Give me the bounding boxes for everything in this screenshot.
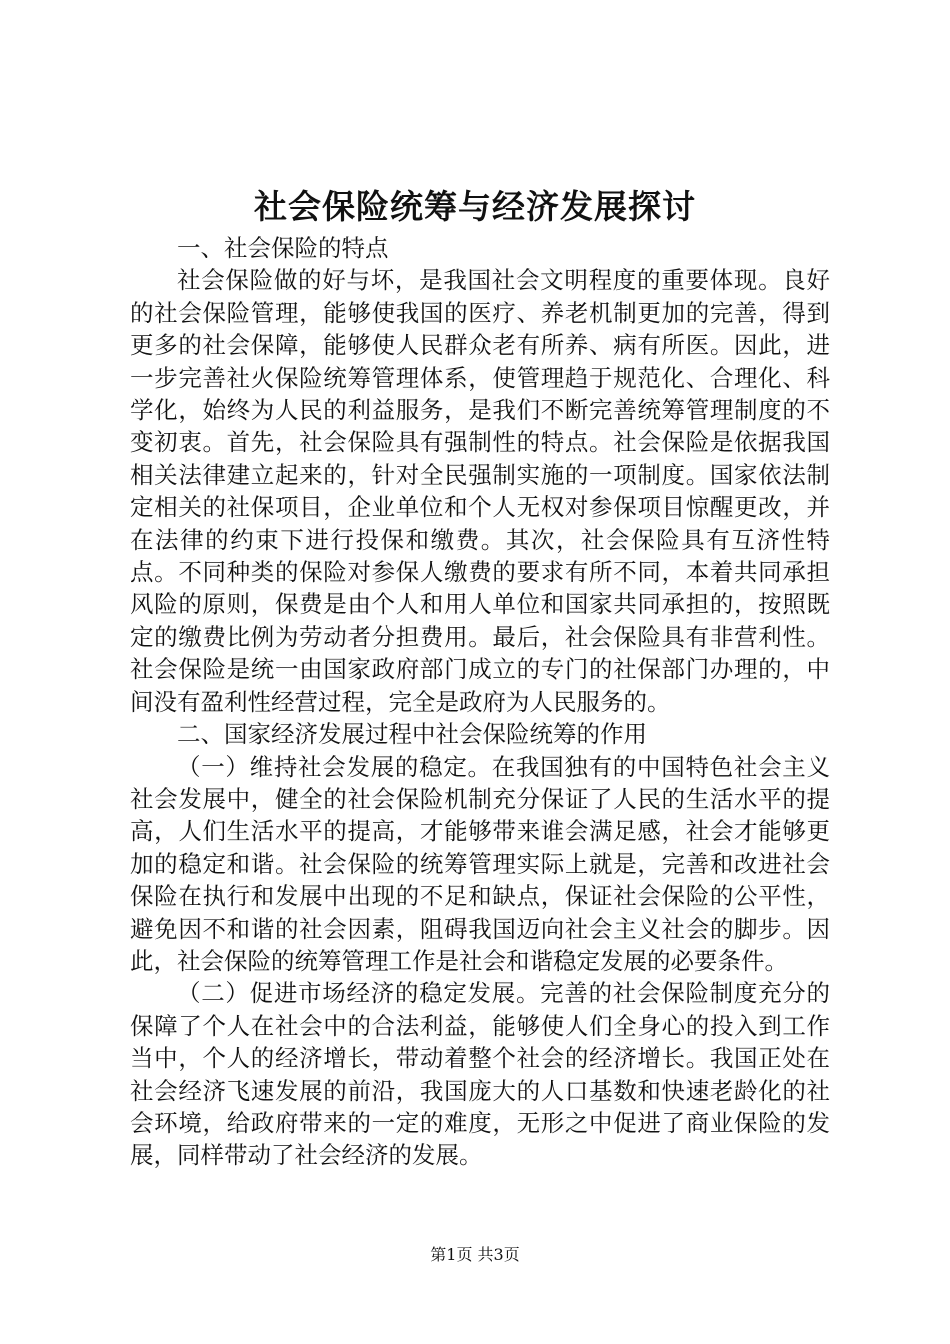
section-heading-2: 二、国家经济发展过程中社会保险统筹的作用 [177, 720, 647, 749]
section-2-paragraph-2: （二）促进市场经济的稳定发展。完善的社会保险制度充分的保障了个人在社会中的合法利益，能够使人们全身心的投入到工作当中，个人的经济增长，带动着整个社会的经济增长。我国正处在社会经济飞速发展的前沿，我国庞大的人口基数和快速老龄化的社会环境，给政府带来的一定的难度，无形之中促进了商业保险的发展，同样带动了社会经济的发展。 [130, 979, 830, 1170]
section-1-paragraph-1: 社会保险做的好与坏，是我国社会文明程度的重要体现。良好的社会保险管理，能够使我国的医疗、养老机制更加的完善，得到更多的社会保障，能够使人民群众老有所养、病有所医。因此，进一步完善社火保险统筹管理体系，使管理趋于规范化、合理化、科学化，始终为人民的利益服务，是我们不断完善统筹管理制度的不变初衷。首先，社会保险具有强制性的特点。社会保险是依据我国相关法律建立起来的，针对全民强制实施的一项制度。国家依法制定相关的社保项目，企业单位和个人无权对参保项目惊醒更改，并在法律的约束下进行投保和缴费。其次，社会保险具有互济性特点。不同种类的保险对参保人缴费的要求有所不同，本着共同承担风险的原则，保费是由个人和用人单位和国家共同承担的，按照既定的缴费比例为劳动者分担费用。最后，社会保险具有非营利性。社会保险是统一由国家政府部门成立的专门的社保部门办理的，中间没有盈利性经营过程，完全是政府为人民服务的。 [130, 266, 830, 716]
page-number-footer: 第1页 共3页 [430, 1245, 520, 1264]
section-heading-1: 一、社会保险的特点 [177, 234, 389, 262]
document-title: 社会保险统筹与经济发展探讨 [254, 187, 696, 226]
document-body [130, 232, 830, 1172]
section-2-paragraph-1: （一）维持社会发展的稳定。在我国独有的中国特色社会主义社会发展中，健全的社会保险机制充分保证了人民的生活水平的提高，人们生活水平的提高，才能够带来谁会满足感，社会才能够更加的稳定和谐。社会保险的统筹管理实际上就是，完善和改进社会保险在执行和发展中出现的不足和缺点，保证社会保险的公平性，避免因不和谐的社会因素，阻碍我国迈向社会主义社会的脚步。因此，社会保险的统筹管理工作是社会和谐稳定发展的必要条件。 [130, 752, 830, 975]
